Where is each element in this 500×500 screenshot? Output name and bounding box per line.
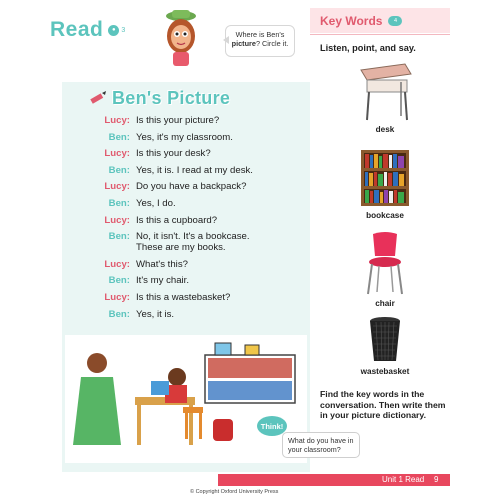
dialogue-line — [88, 181, 308, 192]
find-key-words-task: Find the key words in the conversation. Then write them in your picture dictionary. — [320, 389, 446, 420]
bubble-rest: ? Circle it. — [255, 39, 289, 48]
utterance: Yes, I do. — [136, 197, 176, 209]
utterance: Do you have a backpack? — [136, 181, 247, 193]
bens-picture-drawing — [65, 335, 307, 463]
utterance: Yes, it is. — [136, 308, 175, 320]
speaker: Lucy: — [104, 291, 130, 303]
utterance: Is this a cupboard? — [136, 214, 218, 226]
instruction-bubble — [225, 25, 295, 57]
speaker: Ben: — [108, 231, 130, 243]
girl-character-illustration — [158, 6, 204, 68]
story-title: Ben's Picture — [112, 88, 231, 108]
speaker: Lucy: — [104, 181, 130, 193]
dialogue-line — [88, 148, 308, 159]
footer-unit: Unit 1 Read — [382, 475, 425, 484]
audio-track-number: 3 — [121, 26, 126, 34]
read-heading — [50, 18, 125, 42]
story-title-row — [88, 88, 230, 109]
key-word-label: wastebasket — [360, 367, 410, 376]
utterance: Is this your picture? — [136, 115, 220, 126]
page-number: 9 — [434, 475, 439, 484]
think-badge: Think! — [257, 416, 287, 436]
key-words-header — [310, 8, 450, 33]
utterance: Yes, it's my classroom. — [136, 131, 233, 143]
utterance-two-line — [136, 231, 308, 253]
dialogue — [88, 115, 308, 325]
dialogue-line — [88, 309, 308, 320]
speaker: Ben: — [108, 164, 130, 176]
bookcase-image — [359, 148, 411, 208]
key-word-bookcase — [330, 148, 440, 220]
chair-image — [363, 230, 407, 296]
dialogue-line — [88, 132, 308, 143]
utterance-continued: These are my books. — [136, 242, 226, 254]
utterance: What's this? — [136, 258, 188, 270]
key-word-wastebasket — [330, 316, 440, 376]
dialogue-line — [88, 165, 308, 176]
key-words-title: Key Words — [320, 13, 383, 28]
speaker: Lucy: — [104, 115, 130, 126]
speaker: Ben: — [108, 308, 130, 320]
think-question: What do you have in your classroom? — [282, 432, 360, 458]
utterance: Is this a wastebasket? — [136, 291, 231, 303]
cd-icon: ● — [108, 25, 119, 36]
pencil-icon — [88, 91, 108, 107]
bubble-bold-word: picture — [231, 39, 256, 48]
key-word-desk — [330, 60, 440, 134]
wastebasket-image — [367, 316, 403, 364]
key-word-label: chair — [375, 299, 395, 308]
utterance: It's my chair. — [136, 275, 190, 287]
header-divider — [310, 34, 450, 35]
audio-track-badge[interactable]: 4 — [388, 16, 402, 26]
speaker: Lucy: — [104, 214, 130, 226]
dialogue-line — [88, 275, 308, 286]
dialogue-line — [88, 115, 308, 126]
speaker: Ben: — [108, 197, 130, 209]
dialogue-line — [88, 198, 308, 209]
key-word-chair — [330, 230, 440, 308]
key-words-instruction: Listen, point, and say. — [320, 43, 416, 53]
key-word-label: bookcase — [366, 211, 404, 220]
bubble-line1: Where is Ben's — [235, 30, 285, 39]
utterance: Is this your desk? — [136, 148, 211, 160]
speaker: Ben: — [108, 131, 130, 143]
read-title: Read — [50, 18, 104, 41]
utterance: No, it isn't. It's a bookcase. — [136, 231, 250, 243]
speaker: Lucy: — [104, 258, 130, 270]
dialogue-line — [88, 231, 308, 253]
copyright: © Copyright Oxford University Press — [190, 489, 279, 495]
utterance: Yes, it is. I read at my desk. — [136, 164, 253, 176]
desk-image — [355, 60, 415, 122]
audio-track-badge[interactable] — [108, 25, 125, 36]
dialogue-line — [88, 215, 308, 226]
key-word-label: desk — [375, 125, 395, 134]
speaker: Lucy: — [104, 148, 130, 160]
dialogue-line — [88, 259, 308, 270]
dialogue-line — [88, 292, 308, 303]
speaker: Ben: — [108, 275, 130, 287]
